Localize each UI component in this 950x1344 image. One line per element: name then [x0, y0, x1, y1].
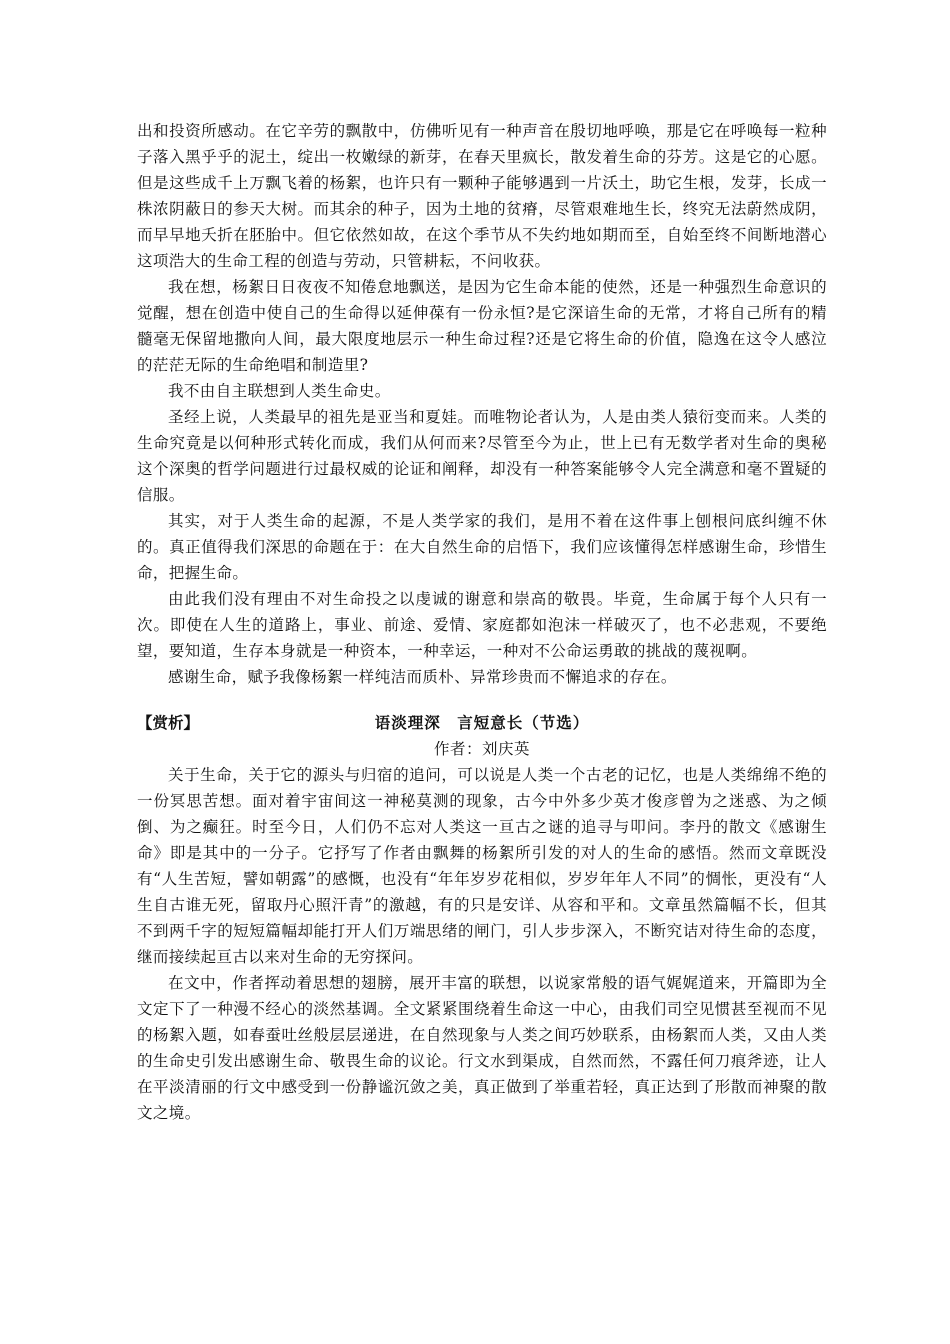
essay-paragraph-4: 圣经上说，人类最早的祖先是亚当和夏娃。而唯物论者认为，人是由类人猿衍变而来。人类的生命究竟是以何种形式转化而成，我们从何而来?尽管至今为止，世上已有无数学者对生命的奥秘这个深奥的哲学问题进行过最权威的论证和阐释，却没有一种答案能够令人完全满意和毫不置疑的信服。: [137, 408, 827, 504]
appreciation-title: 语淡理深 言短意长（节选）: [374, 713, 590, 732]
appreciation-tag: 【赏析】: [137, 713, 200, 732]
essay-paragraph-2: 我在想，杨絮日日夜夜不知倦怠地飘送，是因为它生命本能的使然，还是一种强烈生命意识的觉醒，想在创造中使自己的生命得以延伸葆有一份永恒?是它深谙生命的无常，才将自己所有的精髓毫无保留地撒向人间，最大限度地层示一种生命过程?还是它将生命的价值，隐逸在这令人感泣的茫茫无际的生命绝唱和制造里?: [137, 278, 827, 374]
appreciation-author: 作者：刘庆英: [433, 740, 530, 758]
essay-paragraph-6: 由此我们没有理由不对生命投之以虔诚的谢意和崇高的敬畏。毕竟，生命属于每个人只有一次。即使在人生的道路上，事业、前途、爱情、家庭都如泡沫一样破灭了，也不必悲观，不要绝望，要知道，生存本身就是一种资本，一种幸运，一种对不公命运勇敢的挑战的蔑视啊。: [137, 590, 827, 660]
essay-paragraph-1: 出和投资所感动。在它辛劳的飘散中，仿佛听见有一种声音在殷切地呼唤，那是它在呼唤每一粒种子落入黑乎乎的泥土，绽出一枚嫩绿的新芽，在春天里疯长，散发着生命的芬芳。这是它的心愿。但是这些成千上万飘飞着的杨絮，也许只有一颗种子能够遇到一片沃土，助它生根，发芽，长成一株浓阴蔽日的参天大树。而其余的种子，因为土地的贫瘠，尽管艰难地生长，终究无法蔚然成阴，而早早地夭折在胚胎中。但它依然如故，在这个季节从不失约地如期而至，自始至终不间断地潜心这项浩大的生命工程的创造与劳动，只管耕耘，不问收获。: [137, 122, 827, 270]
essay-paragraph-3: 我不由自主联想到人类生命史。: [168, 382, 391, 400]
essay-paragraph-7: 感谢生命，赋予我像杨絮一样纯洁而质朴、异常珍贵而不懈追求的存在。: [168, 668, 677, 686]
document-page: [137, 118, 827, 1126]
appreciation-header: [137, 710, 827, 736]
appreciation-paragraph-1: 关于生命，关于它的源头与归宿的追问，可以说是人类一个古老的记忆，也是人类绵绵不绝的一份冥思苦想。面对着宇宙间这一神秘莫测的现象，古今中外多少英才俊彦曾为之迷惑、为之倾倒、为之癫狂。时至今日，人们仍不忘对人类这一亘古之谜的追寻与叩问。李丹的散文《感谢生命》即是其中的一分子。它抒写了作者由飘舞的杨絮所引发的对人的生命的感悟。然而文章既没有“人生苦短，譬如朝露”的感慨，也没有“年年岁岁花相似，岁岁年年人不同”的惆怅，更没有“人生自古谁无死，留取丹心照汗青”的激越，有的只是安详、从容和平和。文章虽然篇幅不长，但其不到两千字的短短篇幅却能打开人们万端思绪的闸门，引人步步深入，不断究诘对待生命的态度，继而接续起亘古以来对生命的无穷探问。: [137, 766, 827, 966]
appreciation-paragraph-2: 在文中，作者挥动着思想的翅膀，展开丰富的联想，以说家常般的语气娓娓道来，开篇即为全文定下了一种漫不经心的淡然基调。全文紧紧围绕着生命这一中心，由我们司空见惯甚至视而不见的杨絮入题，如春蚕吐丝般层层递进，在自然现象与人类之间巧妙联系，由杨絮而人类，又由人类的生命史引发出感谢生命、敬畏生命的议论。行文水到渠成，自然而然，不露任何刀痕斧迹，让人在平淡清丽的行文中感受到一份静谧沉敛之美，真正做到了举重若轻，真正达到了形散而神聚的散文之境。: [137, 974, 827, 1122]
essay-paragraph-5: 其实，对于人类生命的起源，不是人类学家的我们，是用不着在这件事上刨根问底纠缠不休的。真正值得我们深思的命题在于：在大自然生命的启悟下，我们应该懂得怎样感谢生命，珍惜生命，把握生命。: [137, 512, 827, 582]
section-spacer: [137, 690, 827, 710]
